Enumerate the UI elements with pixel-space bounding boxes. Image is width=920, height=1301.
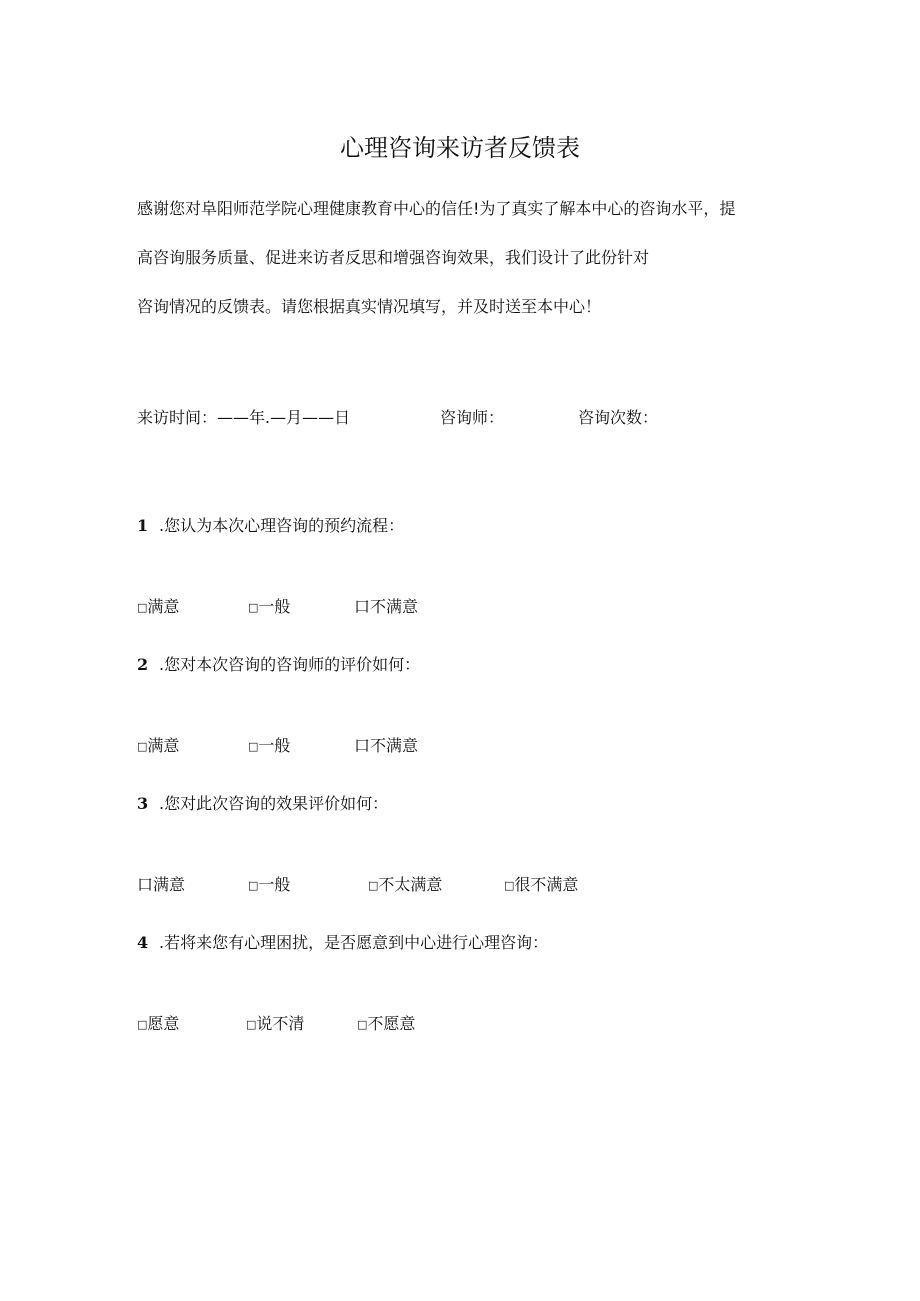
checkbox-icon[interactable]: □ [137, 740, 148, 753]
checkbox-icon[interactable]: □ [248, 601, 259, 614]
question-4 [137, 930, 548, 953]
option-label: 满意 [153, 875, 186, 894]
option-label: 说不清 [256, 1014, 305, 1033]
q3-option-not-quite-satisfied[interactable] [368, 872, 442, 895]
option-label: 不满意 [370, 736, 419, 755]
question-text: .若将来您有心理困扰，是否愿意到中心进行心理咨询： [159, 933, 549, 952]
option-label: 一般 [258, 597, 291, 616]
checkbox-icon[interactable]: □ [504, 879, 515, 892]
q3-option-very-unsatisfied[interactable] [504, 872, 578, 895]
checkbox-icon[interactable]: □ [368, 879, 379, 892]
session-count-field[interactable]: 咨询次数： [578, 408, 659, 427]
intro-line-3: 咨询情况的反馈表。请您根据真实情况填写，并及时送至本中心！ [137, 297, 602, 316]
question-number: 4 [137, 933, 149, 952]
q2-option-satisfied[interactable] [137, 733, 179, 756]
counselor-field[interactable]: 咨询师： [440, 408, 505, 427]
q4-option-willing[interactable] [137, 1011, 179, 1034]
q1-option-satisfied[interactable] [137, 594, 179, 617]
question-3 [137, 791, 388, 814]
checkbox-icon[interactable]: □ [137, 601, 148, 614]
question-number: 2 [137, 655, 149, 674]
option-label: 不满意 [370, 597, 419, 616]
checkbox-icon[interactable]: 口 [354, 597, 371, 616]
option-label: 满意 [147, 597, 180, 616]
intro-line-2: 高咨询服务质量、促进来访者反思和增强咨询效果，我们设计了此份针对 [137, 248, 650, 267]
q1-option-unsatisfied[interactable] [354, 594, 418, 617]
question-number: 3 [137, 794, 149, 813]
page-title: 心理咨询来访者反馈表 [340, 134, 580, 162]
checkbox-icon[interactable]: □ [137, 1018, 148, 1031]
q4-option-unsure[interactable] [246, 1011, 304, 1034]
question-text: .您认为本次心理咨询的预约流程： [159, 516, 405, 535]
option-label: 一般 [258, 875, 291, 894]
checkbox-icon[interactable]: □ [246, 1018, 257, 1031]
question-text: .您对此次咨询的效果评价如何： [159, 794, 389, 813]
q1-option-average[interactable] [248, 594, 290, 617]
option-label: 满意 [147, 736, 180, 755]
option-label: 不太满意 [378, 875, 443, 894]
question-2 [137, 652, 420, 675]
option-label: 很不满意 [514, 875, 579, 894]
option-label: 愿意 [147, 1014, 180, 1033]
q3-option-average[interactable] [248, 872, 290, 895]
visit-time-field[interactable]: 来访时间：——年.—月——日 [137, 408, 351, 427]
q2-option-unsatisfied[interactable] [354, 733, 418, 756]
q2-option-average[interactable] [248, 733, 290, 756]
question-text: .您对本次咨询的咨询师的评价如何： [159, 655, 421, 674]
checkbox-icon[interactable]: □ [357, 1018, 368, 1031]
option-label: 不愿意 [367, 1014, 416, 1033]
checkbox-icon[interactable]: □ [248, 879, 259, 892]
intro-line-1: 感谢您对阜阳师范学院心理健康教育中心的信任!为了真实了解本中心的咨询水平，提 [137, 199, 736, 218]
q4-option-unwilling[interactable] [357, 1011, 415, 1034]
checkbox-icon[interactable]: 口 [354, 736, 371, 755]
q3-option-satisfied[interactable] [137, 872, 185, 895]
option-label: 一般 [258, 736, 291, 755]
question-number: 1 [137, 516, 149, 535]
question-1 [137, 513, 404, 536]
checkbox-icon[interactable]: □ [248, 740, 259, 753]
checkbox-icon[interactable]: 口 [137, 875, 154, 894]
